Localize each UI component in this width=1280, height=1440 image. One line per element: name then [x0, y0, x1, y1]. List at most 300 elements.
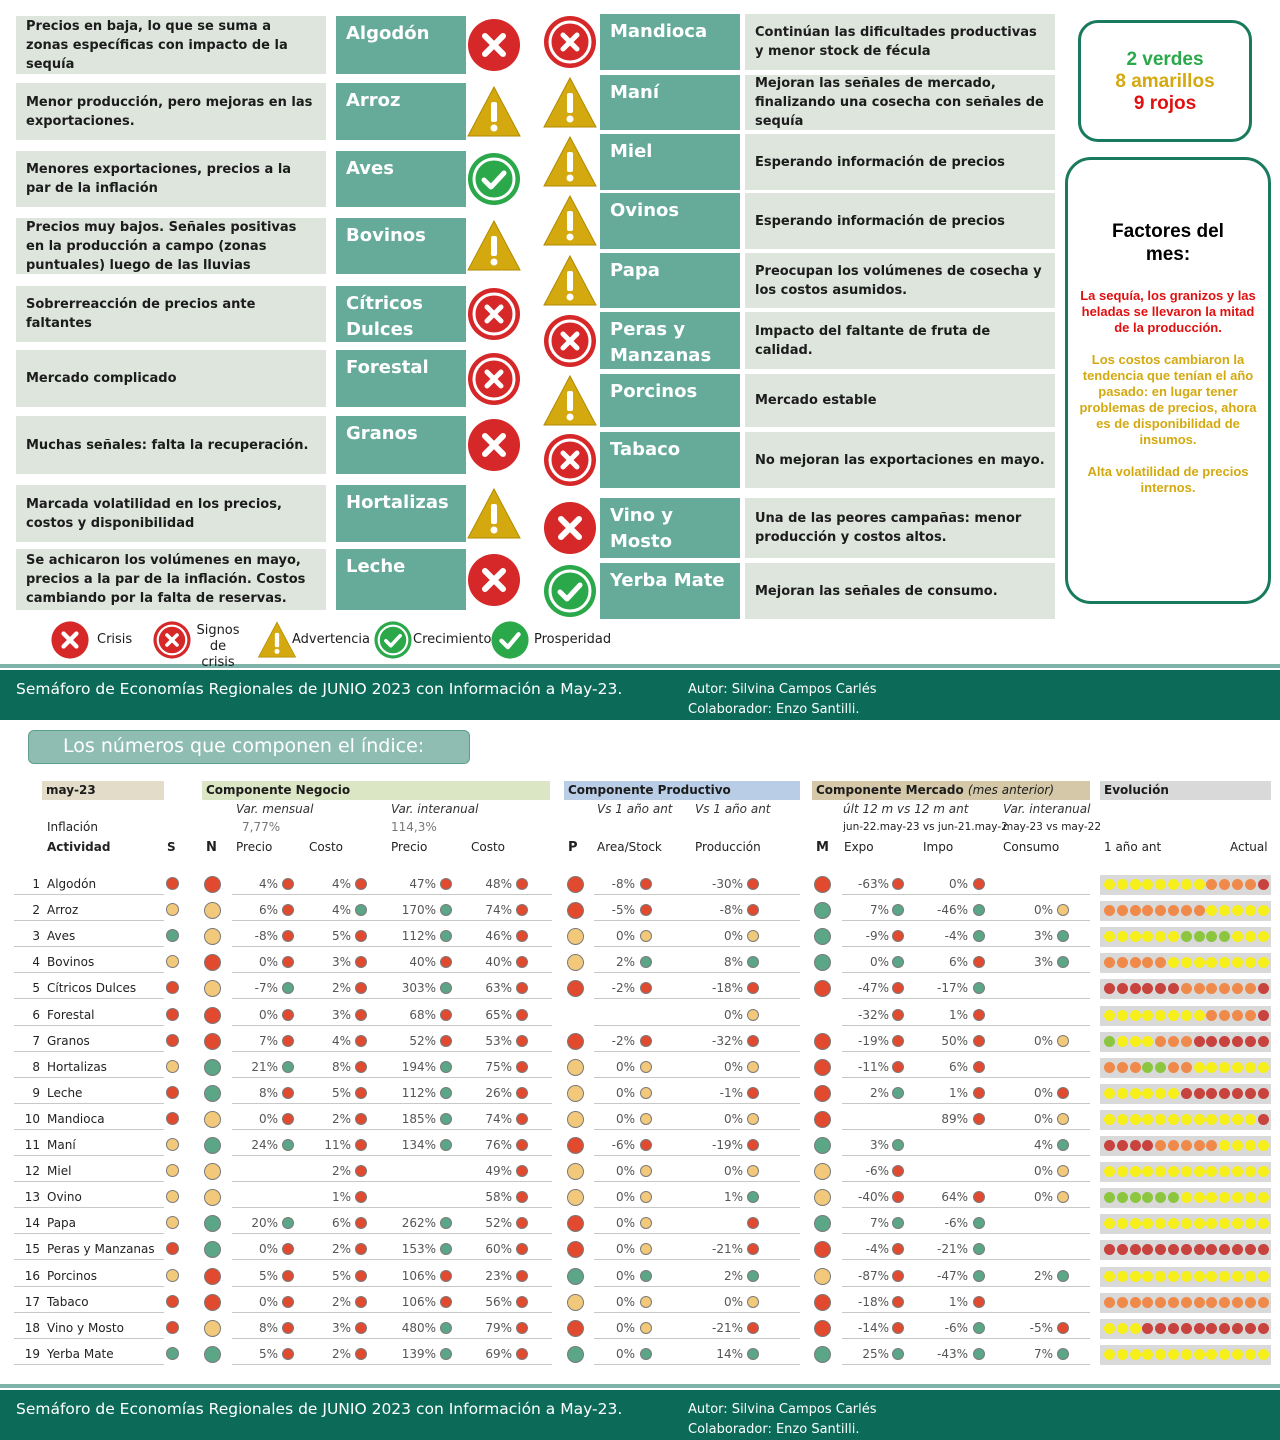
p-indicator	[567, 1059, 584, 1076]
row-divider	[594, 1129, 800, 1130]
produccion-dot	[747, 904, 759, 916]
precio-mensual-dot	[282, 904, 294, 916]
warning-triangle-icon	[542, 75, 598, 131]
evolution-dot	[1194, 1218, 1205, 1229]
expo-dot	[892, 956, 904, 968]
precio-anual-dot	[440, 1296, 452, 1308]
activity-description: Se achicaron los volúmenes en mayo, precios a la par de la inflación. Costos cambiando por la falta de reservas.	[16, 549, 326, 610]
s-indicator	[166, 981, 179, 994]
costo-mensual-dot	[355, 1243, 367, 1255]
impo-dot	[973, 904, 985, 916]
impo: 89%	[941, 1112, 968, 1126]
expo-dot	[892, 930, 904, 942]
period-header: may-23	[42, 781, 164, 800]
evolution-dot	[1245, 1114, 1256, 1125]
activity-description: Impacto del faltante de fruta de calidad.	[745, 312, 1055, 369]
row-divider	[842, 894, 1090, 895]
p-indicator	[567, 1163, 584, 1180]
row-activity: Peras y Manzanas	[47, 1242, 155, 1256]
n-indicator	[204, 928, 221, 945]
evolution-dot	[1181, 1062, 1192, 1073]
evolution-dot	[1181, 1271, 1192, 1282]
row-number: 7	[32, 1034, 40, 1048]
area-stock-dot	[640, 1165, 652, 1177]
row-divider	[232, 1077, 552, 1078]
row-number: 19	[24, 1347, 40, 1361]
evolution-dot	[1104, 1062, 1115, 1073]
evolution-dot	[1194, 1349, 1205, 1360]
costo-mensual-dot	[355, 1061, 367, 1073]
activity-description: Muchas señales: falta la recuperación.	[16, 416, 326, 474]
n-indicator	[204, 1137, 221, 1154]
costo-mensual-dot	[355, 1035, 367, 1047]
costo-mensual: 5%	[331, 1086, 351, 1100]
factors-title: Factores del mes:	[1112, 221, 1224, 265]
row-activity: Yerba Mate	[47, 1347, 114, 1361]
evolution-dot	[1245, 905, 1256, 916]
activity-name: Maní	[600, 75, 740, 130]
produccion: 1%	[723, 1190, 743, 1204]
costo-anual: 76%	[485, 1138, 512, 1152]
evolution-dot	[1117, 1349, 1128, 1360]
precio-mensual: 4%	[258, 877, 278, 891]
costo-anual: 26%	[485, 1086, 512, 1100]
produccion-dot	[747, 1243, 759, 1255]
evolution-dot	[1181, 1114, 1192, 1125]
row-activity: Tabaco	[47, 1295, 89, 1309]
produccion: -32%	[711, 1034, 743, 1048]
costo-anual: 46%	[485, 929, 512, 943]
activity-description: Esperando información de precios	[745, 193, 1055, 249]
evolution-dot	[1117, 1192, 1128, 1203]
activity-description: Precios muy bajos. Señales positivas en la producción a campo (zonas puntuales) luego de las lluvias	[16, 218, 326, 274]
precio-anual-dot	[440, 1217, 452, 1229]
evolution-dot	[1104, 957, 1115, 968]
evolution-dot	[1130, 1088, 1141, 1099]
evolution-dot	[1181, 1088, 1192, 1099]
evolution-dot	[1130, 1166, 1141, 1177]
range-12m: jun-22.may-23 vs jun-21.may-2	[843, 821, 1008, 833]
evolution-dot	[1181, 879, 1192, 890]
costo-anual: 65%	[485, 1008, 512, 1022]
evolution-dot	[1232, 905, 1243, 916]
s-indicator	[166, 1242, 179, 1255]
precio-mensual-dot	[282, 1061, 294, 1073]
row-activity: Aves	[47, 929, 76, 943]
row-divider	[14, 1286, 164, 1287]
costo-anual: 49%	[485, 1164, 512, 1178]
banner-title: Semáforo de Economías Regionales de JUNIO 2023 con Información a May-23.	[16, 680, 623, 698]
row-divider	[594, 1364, 800, 1365]
activity-name: Miel	[600, 134, 740, 190]
costo-anual-dot	[516, 1191, 528, 1203]
row-divider	[842, 1233, 1090, 1234]
impo: -43%	[936, 1347, 968, 1361]
warning-triangle-icon	[466, 486, 522, 542]
row-activity: Papa	[47, 1216, 77, 1230]
area-stock-dot	[640, 1270, 652, 1282]
row-divider	[232, 1129, 552, 1130]
s-indicator	[166, 1008, 179, 1021]
area-stock-dot	[640, 1139, 652, 1151]
impo-dot	[973, 1087, 985, 1099]
costo-anual-dot	[516, 1113, 528, 1125]
precio-mensual-dot	[282, 1296, 294, 1308]
evolution-dot	[1168, 1036, 1179, 1047]
precio-mensual-dot	[282, 1139, 294, 1151]
produccion-dot	[747, 1087, 759, 1099]
warning-triangle-icon	[542, 134, 598, 190]
evolution-dot	[1130, 1140, 1141, 1151]
factor-1: La sequía, los granizos y las heladas se llevaron la mitad de la producción.	[1080, 288, 1256, 335]
evolution-dot	[1130, 957, 1141, 968]
n-indicator	[204, 1346, 221, 1363]
expo: 7%	[869, 1216, 889, 1230]
costo-anual: 56%	[485, 1295, 512, 1309]
row-number: 3	[32, 929, 40, 943]
n-indicator	[204, 1268, 221, 1285]
p-indicator	[567, 928, 584, 945]
banner-author: Autor: Silvina Campos Carlés	[688, 682, 877, 697]
evolution-dot	[1232, 1140, 1243, 1151]
precio-mensual: 8%	[258, 1086, 278, 1100]
precio-anual-dot	[440, 878, 452, 890]
evolution-dot	[1130, 879, 1141, 890]
expo: 7%	[869, 903, 889, 917]
costo-anual: 48%	[485, 877, 512, 891]
evolution-dot	[1245, 1036, 1256, 1047]
row-divider	[14, 998, 164, 999]
p-indicator	[567, 1033, 584, 1050]
evolution-dot	[1232, 931, 1243, 942]
row-divider	[232, 1312, 552, 1313]
m-indicator	[814, 1241, 831, 1258]
p-indicator	[567, 1085, 584, 1102]
evolution-dot	[1117, 1010, 1128, 1021]
row-divider	[14, 1155, 164, 1156]
growth-check-icon	[542, 563, 598, 619]
legend-label: Advertencia	[292, 632, 371, 647]
expo: -47%	[857, 981, 889, 995]
row-divider	[842, 1051, 1090, 1052]
warning-triangle-icon	[466, 84, 522, 140]
evolution-dot	[1130, 931, 1141, 942]
row-divider	[842, 1181, 1090, 1182]
row-number: 12	[24, 1164, 40, 1178]
produccion: -1%	[719, 1086, 743, 1100]
evolution-dot	[1130, 1323, 1141, 1334]
m-indicator	[814, 1163, 831, 1180]
legend-label: Signos de crisis	[196, 623, 240, 670]
evolution-dot	[1194, 1088, 1205, 1099]
row-divider	[14, 1338, 164, 1339]
produccion-dot	[747, 878, 759, 890]
n-indicator	[204, 1085, 221, 1102]
precio-mensual-dot	[282, 1113, 294, 1125]
consumo: 0%	[1033, 1112, 1053, 1126]
row-divider	[232, 1025, 552, 1026]
costo-anual-dot	[516, 1243, 528, 1255]
consumo-dot	[1057, 1270, 1069, 1282]
impo-dot	[973, 1061, 985, 1073]
expo-dot	[892, 1009, 904, 1021]
expo-dot	[892, 904, 904, 916]
row-number: 18	[24, 1321, 40, 1335]
precio-mensual: 20%	[251, 1216, 278, 1230]
crisis-sign-icon	[466, 351, 522, 407]
row-divider	[594, 1155, 800, 1156]
row-number: 4	[32, 955, 40, 969]
consumo-dot	[1057, 904, 1069, 916]
row-divider	[232, 1259, 552, 1260]
costo-mensual-dot	[355, 1139, 367, 1151]
evolution-dot	[1168, 983, 1179, 994]
row-divider	[842, 1025, 1090, 1026]
consumo: 0%	[1033, 1034, 1053, 1048]
evolution-dot	[1117, 1088, 1128, 1099]
produccion: 0%	[723, 1060, 743, 1074]
evolution-dot	[1168, 1192, 1179, 1203]
evolution-dot	[1168, 1088, 1179, 1099]
expo: -63%	[857, 877, 889, 891]
col-area: Area/Stock	[597, 840, 662, 854]
costo-mensual-dot	[355, 982, 367, 994]
activity-description: Preocupan los volúmenes de cosecha y los costos asumidos.	[745, 253, 1055, 308]
costo-anual-dot	[516, 1322, 528, 1334]
evolution-dot	[1104, 1271, 1115, 1282]
expo: -4%	[865, 1242, 889, 1256]
col-n: N	[206, 840, 217, 855]
evolution-dot	[1232, 1114, 1243, 1125]
inflacion-mensual: 7,77%	[242, 820, 281, 834]
row-divider	[232, 1051, 552, 1052]
impo: -21%	[936, 1242, 968, 1256]
row-divider	[232, 894, 552, 895]
row-divider	[14, 920, 164, 921]
evolution-dot	[1194, 931, 1205, 942]
costo-anual-dot	[516, 1087, 528, 1099]
row-activity: Maní	[47, 1138, 76, 1152]
expo-dot	[892, 1322, 904, 1334]
evolution-dot	[1245, 983, 1256, 994]
expo-dot	[892, 878, 904, 890]
evolution-dot	[1130, 905, 1141, 916]
row-divider	[842, 1129, 1090, 1130]
consumo-dot	[1057, 930, 1069, 942]
row-divider	[232, 1181, 552, 1182]
activity-name: Mandioca	[600, 14, 740, 70]
row-divider	[594, 1259, 800, 1260]
area-stock: 0%	[615, 1164, 635, 1178]
activity-name: Forestal	[336, 350, 466, 407]
evolution-dot	[1232, 1297, 1243, 1308]
costo-anual: 74%	[485, 1112, 512, 1126]
evolution-dot	[1245, 879, 1256, 890]
expo: -6%	[865, 1164, 889, 1178]
row-divider	[14, 1103, 164, 1104]
produccion: 0%	[723, 1295, 743, 1309]
costo-mensual: 8%	[331, 1060, 351, 1074]
produccion-dot	[747, 930, 759, 942]
costo-mensual-dot	[355, 904, 367, 916]
precio-anual-dot	[440, 1035, 452, 1047]
evolution-dot	[1258, 1062, 1269, 1073]
s-indicator	[166, 1295, 179, 1308]
row-divider	[594, 1077, 800, 1078]
impo: 64%	[941, 1190, 968, 1204]
precio-anual-dot	[440, 1139, 452, 1151]
row-divider	[594, 998, 800, 999]
s-indicator	[166, 1138, 179, 1151]
col-costo-m: Costo	[309, 840, 344, 854]
legend-label: Crecimiento	[413, 632, 492, 647]
growth-check-icon	[373, 620, 413, 660]
n-indicator	[204, 1059, 221, 1076]
m-indicator	[814, 1033, 831, 1050]
produccion: -30%	[711, 877, 743, 891]
n-indicator	[204, 980, 221, 997]
s-indicator	[166, 1060, 179, 1073]
produccion: 0%	[723, 929, 743, 943]
costo-anual-dot	[516, 930, 528, 942]
area-stock: -6%	[611, 1138, 635, 1152]
evolution-dot	[1168, 1140, 1179, 1151]
expo: -19%	[857, 1034, 889, 1048]
costo-mensual-dot	[355, 1322, 367, 1334]
evolution-dot	[1258, 1218, 1269, 1229]
costo-anual-dot	[516, 1348, 528, 1360]
row-divider	[594, 1103, 800, 1104]
row-divider	[842, 1259, 1090, 1260]
m-indicator	[814, 980, 831, 997]
crisis-sign-icon	[542, 313, 598, 369]
expo: 3%	[869, 1138, 889, 1152]
precio-mensual-dot	[282, 1035, 294, 1047]
evolution-dot	[1232, 1244, 1243, 1255]
consumo: 0%	[1033, 1190, 1053, 1204]
precio-mensual: 6%	[258, 903, 278, 917]
precio-mensual: 0%	[258, 1008, 278, 1022]
impo-dot	[973, 982, 985, 994]
area-stock: 0%	[615, 1216, 635, 1230]
evolution-dot	[1181, 1297, 1192, 1308]
evolution-dot	[1168, 1010, 1179, 1021]
precio-anual-dot	[440, 1243, 452, 1255]
row-activity: Ovino	[47, 1190, 82, 1204]
evolution-dot	[1258, 1349, 1269, 1360]
costo-anual-dot	[516, 1270, 528, 1282]
activity-description: Mercado estable	[745, 374, 1055, 427]
impo-dot	[973, 1113, 985, 1125]
expo: -18%	[857, 1295, 889, 1309]
consumo: 3%	[1033, 955, 1053, 969]
evolution-dot	[1232, 1349, 1243, 1360]
precio-mensual: 0%	[258, 955, 278, 969]
impo-dot	[973, 1009, 985, 1021]
costo-anual: 75%	[485, 1060, 512, 1074]
row-number: 6	[32, 1008, 40, 1022]
impo-dot	[973, 1035, 985, 1047]
costo-mensual-dot	[355, 1165, 367, 1177]
row-number: 16	[24, 1269, 40, 1283]
precio-anual: 194%	[401, 1060, 436, 1074]
m-indicator	[814, 1059, 831, 1076]
precio-anual-dot	[440, 904, 452, 916]
costo-anual-dot	[516, 1296, 528, 1308]
impo-dot	[973, 1243, 985, 1255]
expo-dot	[892, 1087, 904, 1099]
row-divider	[14, 1051, 164, 1052]
evolution-dot	[1258, 1297, 1269, 1308]
evolution-dot	[1130, 1114, 1141, 1125]
evolution-dot	[1245, 1244, 1256, 1255]
row-activity: Leche	[47, 1086, 83, 1100]
evolution-dot	[1104, 1140, 1115, 1151]
costo-anual-dot	[516, 1061, 528, 1073]
costo-mensual: 5%	[331, 1269, 351, 1283]
row-activity: Bovinos	[47, 955, 95, 969]
evolution-dot	[1232, 1010, 1243, 1021]
activity-description: Una de las peores campañas: menor producción y costos altos.	[745, 498, 1055, 558]
prosperity-check-icon	[490, 620, 530, 660]
row-divider	[594, 946, 800, 947]
m-indicator	[814, 1215, 831, 1232]
precio-anual-dot	[440, 1061, 452, 1073]
m-indicator	[814, 876, 831, 893]
p-indicator	[567, 954, 584, 971]
costo-mensual-dot	[355, 956, 367, 968]
evolution-dot	[1194, 1271, 1205, 1282]
row-activity: Miel	[47, 1164, 72, 1178]
precio-mensual: 5%	[258, 1347, 278, 1361]
col-s: S	[167, 840, 176, 854]
area-stock-dot	[640, 904, 652, 916]
evolution-dot	[1181, 1166, 1192, 1177]
area-stock: 0%	[615, 1295, 635, 1309]
n-indicator	[204, 1163, 221, 1180]
row-divider	[842, 1155, 1090, 1156]
p-indicator	[567, 1294, 584, 1311]
s-indicator	[166, 877, 179, 890]
n-indicator	[204, 1007, 221, 1024]
row-divider	[594, 972, 800, 973]
costo-mensual-dot	[355, 1087, 367, 1099]
costo-anual-dot	[516, 1139, 528, 1151]
evolution-dot	[1168, 1244, 1179, 1255]
m-indicator	[814, 1294, 831, 1311]
activity-description: Sobrerreacción de precios ante faltantes	[16, 286, 326, 342]
row-divider	[14, 1129, 164, 1130]
consumo-dot	[1057, 1191, 1069, 1203]
evolution-dot	[1130, 983, 1141, 994]
precio-anual-dot	[440, 1087, 452, 1099]
impo-dot	[973, 956, 985, 968]
evolution-dot	[1104, 1244, 1115, 1255]
expo-dot	[892, 1348, 904, 1360]
m-indicator	[814, 1268, 831, 1285]
activity-name: Vino y Mosto	[600, 498, 740, 558]
evolution-dot	[1245, 1192, 1256, 1203]
row-activity: Porcinos	[47, 1269, 97, 1283]
evolution-dot	[1181, 1323, 1192, 1334]
precio-anual-dot	[440, 956, 452, 968]
precio-anual: 112%	[401, 929, 436, 943]
red-count: 9 rojos	[1133, 93, 1197, 114]
produccion: 8%	[723, 955, 743, 969]
costo-mensual: 5%	[331, 929, 351, 943]
area-stock-dot	[640, 1191, 652, 1203]
evolution-dot	[1117, 1244, 1128, 1255]
